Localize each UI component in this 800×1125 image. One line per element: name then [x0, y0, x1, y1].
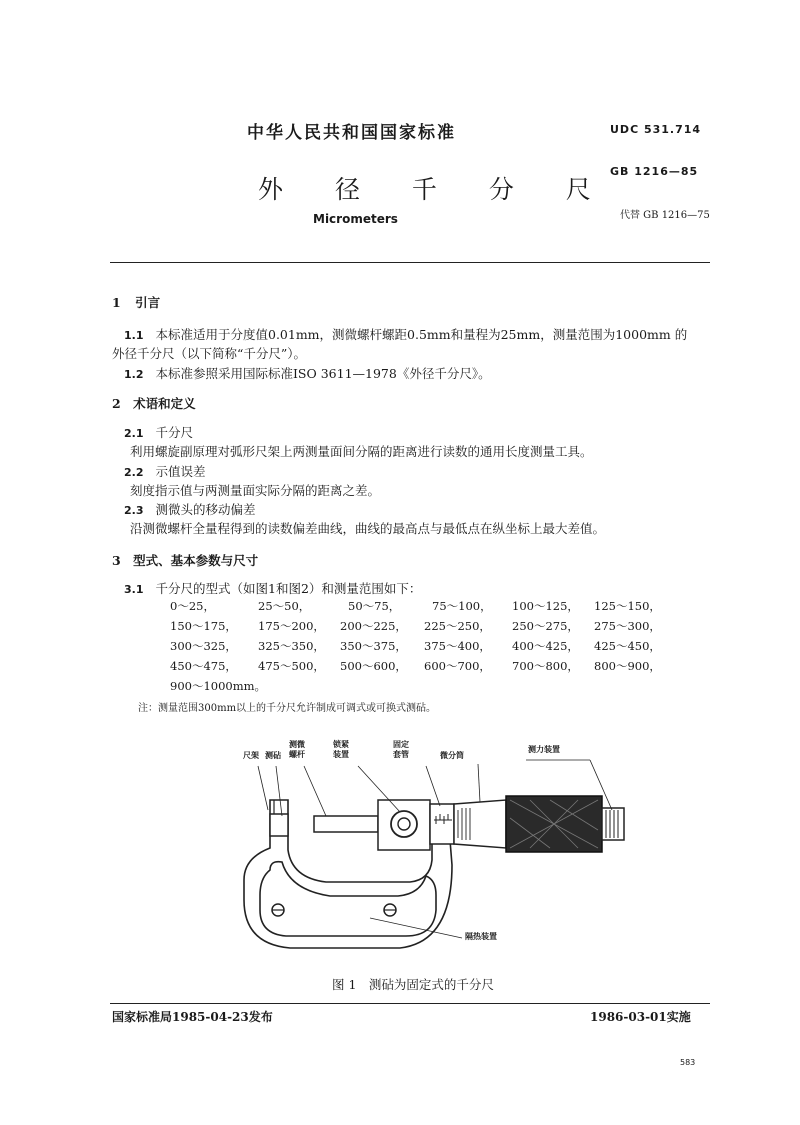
range-cell: 75～100， [432, 599, 492, 613]
section-2-number: 2 [112, 396, 121, 411]
label-insulation: 隔热装置 [465, 932, 497, 941]
clause-3-1-text: 千分尺的型式（如图1和图2）和测量范围如下： [155, 581, 422, 596]
clause-2-3-number: 2.3 [124, 504, 144, 517]
clause-2-3 [124, 500, 256, 518]
range-cell: 50～75， [348, 599, 401, 613]
section-2-title: 术语和定义 [133, 396, 196, 411]
clause-1-1 [124, 325, 687, 343]
clause-2-2-definition: 刻度指示值与两测量面实际分隔的距离之差。 [130, 483, 381, 498]
label-lock-line2: 装置 [333, 750, 349, 759]
range-cell: 900～1000mm。 [170, 679, 267, 693]
clause-1-2-text: 本标准参照采用国际标准ISO 3611—1978《外径千分尺》。 [155, 366, 491, 381]
clause-2-3-definition: 沿测微螺杆全量程得到的读数偏差曲线，曲线的最高点与最低点在纵坐标上最大差值。 [130, 521, 606, 536]
clause-2-2 [124, 462, 206, 480]
effective-date: 1986-03-01实施 [590, 1010, 691, 1024]
header-divider [110, 262, 710, 263]
clause-2-1-definition: 利用螺旋副原理对弧形尺架上两测量面间分隔的距离进行读数的通用长度测量工具。 [130, 444, 593, 459]
label-sleeve-line1: 固定 [393, 740, 409, 749]
issue-date: 国家标准局1985-04-23发布 [112, 1010, 273, 1024]
range-cell: 375～400， [424, 639, 491, 653]
range-cell: 100～125， [512, 599, 579, 613]
clause-2-3-term: 测微头的移动偏差 [155, 502, 256, 517]
clause-1-1-text-line2: 外径千分尺（以下简称“千分尺”）。 [112, 346, 307, 361]
label-lock [333, 740, 349, 760]
spindle [314, 816, 378, 832]
range-cell: 175～200， [258, 619, 325, 633]
section-3-title: 型式、基本参数与尺寸 [133, 553, 259, 568]
section-3-heading [112, 551, 258, 569]
range-cell: 300～325， [170, 639, 237, 653]
range-cell: 475～500， [258, 659, 325, 673]
label-sleeve [393, 740, 409, 760]
clause-2-1-number: 2.1 [124, 427, 144, 440]
clause-1-1-number: 1.1 [124, 329, 144, 342]
range-cell: 200～225， [340, 619, 407, 633]
range-cell: 600～700， [424, 659, 491, 673]
label-frame: 尺架 [243, 751, 259, 760]
range-cell: 350～375， [340, 639, 407, 653]
issuing-organization: 中华人民共和国国家标准 [247, 123, 456, 143]
label-spindle [289, 740, 305, 760]
sleeve [430, 804, 454, 844]
page-number: 583 [680, 1058, 696, 1067]
clause-2-1 [124, 423, 193, 441]
label-sleeve-line2: 套管 [393, 750, 409, 759]
section-1-number: 1 [112, 295, 121, 310]
range-cell: 450～475， [170, 659, 237, 673]
range-cell: 700～800， [512, 659, 579, 673]
range-cell: 500～600， [340, 659, 407, 673]
range-cell: 125～150， [594, 599, 661, 613]
label-spindle-line1: 测微 [289, 740, 305, 749]
standard-number: GB 1216—85 [610, 165, 699, 178]
range-cell: 275～300， [594, 619, 661, 633]
range-cell: 0～25， [170, 599, 215, 613]
clause-3-1-number: 3.1 [124, 583, 144, 596]
range-cell: 25～50， [258, 599, 311, 613]
section-1-title: 引言 [135, 295, 161, 310]
range-cell: 250～275， [512, 619, 579, 633]
clause-1-1-text-line1: 本标准适用于分度值0.01mm，测微螺杆螺距0.5mm和量程为25mm，测量范围为1000mm 的 [155, 327, 688, 342]
clause-1-2 [124, 364, 491, 382]
range-cell: 325～350， [258, 639, 325, 653]
note: 注：测量范围300mm以上的千分尺允许制成可调式或可换式测砧。 [138, 703, 437, 714]
clause-1-2-number: 1.2 [124, 368, 144, 381]
range-cell: 150～175， [170, 619, 237, 633]
document-title: 外 径 千 分 尺 [258, 175, 613, 204]
label-spindle-line2: 螺杆 [289, 750, 305, 759]
ratchet [602, 808, 624, 840]
section-1-heading [112, 293, 160, 311]
figure-caption: 图 1 测砧为固定式的千分尺 [332, 977, 494, 992]
label-lock-line1: 锁紧 [333, 740, 349, 749]
range-cell: 225～250， [424, 619, 491, 633]
clause-2-1-term: 千分尺 [155, 425, 193, 440]
range-cell: 400～425， [512, 639, 579, 653]
clause-2-2-number: 2.2 [124, 466, 144, 479]
range-cell: 425～450， [594, 639, 661, 653]
micrometer-figure [230, 730, 650, 960]
range-cell: 800～900， [594, 659, 661, 673]
udc-code: UDC 531.714 [610, 123, 702, 136]
clause-2-2-term: 示值误差 [155, 464, 206, 479]
document-title-english: Micrometers [313, 212, 398, 226]
frame-window [260, 862, 436, 936]
replaces-standard: 代替 GB 1216—75 [620, 210, 710, 221]
clause-3-1 [124, 579, 421, 597]
anvil [270, 814, 288, 836]
label-thimble: 微分筒 [440, 751, 464, 760]
section-2-heading [112, 394, 196, 412]
label-anvil: 测砧 [265, 751, 281, 760]
footer-divider [110, 1003, 710, 1004]
label-ratchet: 测力装置 [528, 745, 560, 754]
section-3-number: 3 [112, 553, 121, 568]
